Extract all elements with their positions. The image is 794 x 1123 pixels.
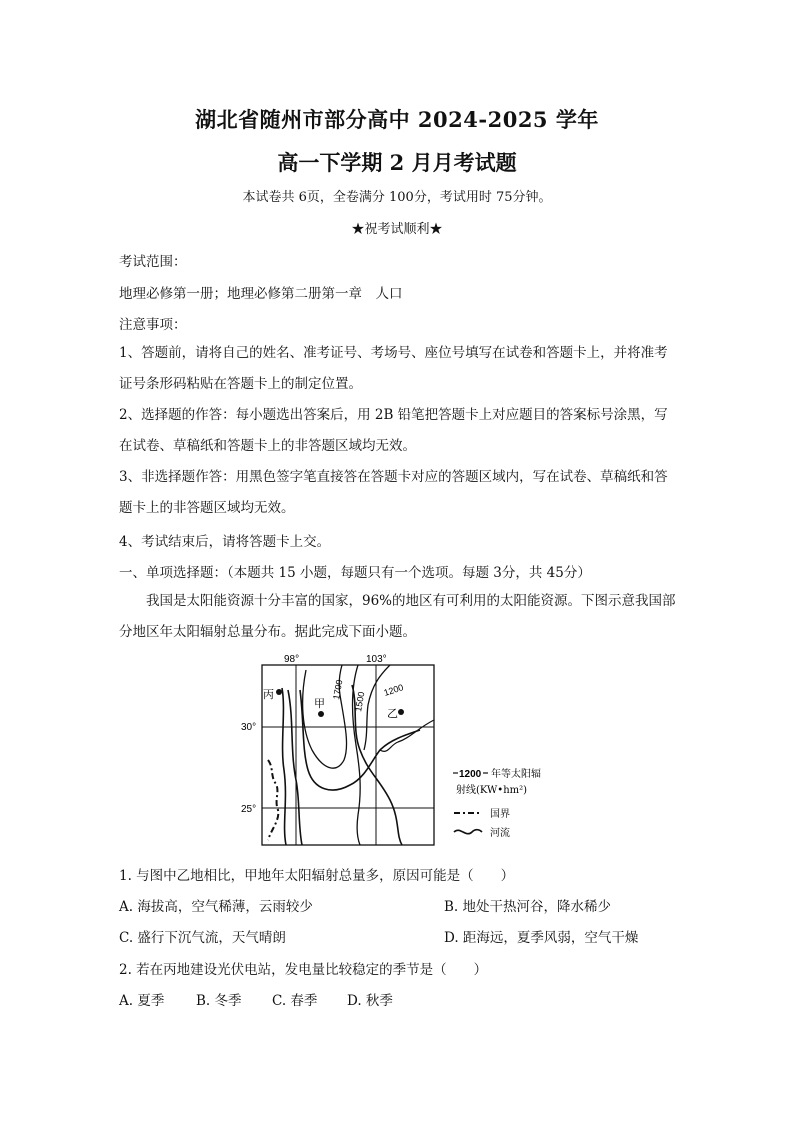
question-2-option-b[interactable]: B. 冬季 — [196, 993, 242, 1009]
place-yi-dot — [398, 709, 404, 715]
note-item-2: 2、选择题的作答：每小题选出答案后，用 2B 铅笔把答题卡上对应题目的答案标号涂黑，写在试卷、草稿纸和答题卡上的非答题区域均无效。 — [119, 407, 668, 454]
exam-wish: ★祝考试顺利★ — [351, 222, 443, 237]
section-intro: 我国是太阳能资源十分丰富的国家，96%的地区有可利用的太阳能资源。下图示意我国部分地区年太阳辐射总量分布。据此完成下面小题。 — [119, 593, 676, 640]
solar-radiation-map — [240, 650, 560, 850]
place-yi: 乙 — [387, 707, 398, 720]
question-1-stem: 1. 与图中乙地相比，甲地年太阳辐射总量多，原因可能是（ ） — [119, 868, 515, 884]
place-bing-dot — [276, 689, 282, 695]
legend-river-text: 河流 — [490, 828, 510, 839]
national-border — [268, 760, 278, 840]
question-1-option-b[interactable]: B. 地处干热河谷，降水稀少 — [444, 899, 612, 915]
contour-label-1500: 1500 — [353, 690, 367, 713]
place-bing: 丙 — [263, 688, 274, 701]
note-item-3: 3、非选择题作答：用黑色签字笔直接答在答题卡对应的答题区域内，写在试卷、草稿纸和答题卡上的非答题区域均无效。 — [119, 469, 668, 516]
question-1-option-a[interactable]: A. 海拔高，空气稀薄，云雨较少 — [119, 899, 313, 915]
exam-info: 本试卷共 6页，全卷满分 100分，考试用时 75分钟。 — [242, 190, 552, 205]
lon-label-103: 103° — [366, 654, 387, 665]
question-2-option-d[interactable]: D. 秋季 — [347, 993, 393, 1009]
question-1-option-d[interactable]: D. 距海远，夏季风弱，空气干燥 — [444, 930, 639, 946]
question-2-stem: 2. 若在丙地建设光伏电站，发电量比较稳定的季节是（ ） — [119, 962, 488, 978]
note-item-4: 4、考试结束后，请将答题卡上交。 — [119, 534, 331, 550]
lat-label-25: 25° — [241, 804, 257, 815]
place-jia-dot — [318, 711, 324, 717]
legend-contour-text-2: 射线(KW•hm²) — [456, 785, 528, 796]
exam-title-line1: 湖北省随州市部分高中 2024-2025 学年 — [195, 107, 599, 132]
section-heading: 一、单项选择题：（本题共 15 小题，每题只有一个选项。每题 3分，共 45分） — [119, 565, 591, 581]
notes-label: 注意事项： — [119, 317, 187, 333]
river-1 — [282, 688, 286, 845]
exam-title-line2: 高一下学期 2 月月考试题 — [277, 150, 517, 175]
lat-label-30: 30° — [241, 722, 257, 733]
river-2 — [288, 690, 302, 845]
legend-river-line — [454, 830, 482, 834]
contour-label-1200: 1200 — [382, 682, 405, 698]
scope-content: 地理必修第一册；地理必修第二册第一章 人口 — [119, 286, 403, 302]
legend-contour-sample: 1200 — [459, 769, 482, 780]
lon-label-98: 98° — [284, 654, 300, 665]
contour-label-1700: 1700 — [331, 678, 345, 701]
question-2-option-c[interactable]: C. 春季 — [272, 993, 318, 1009]
note-item-1: 1、答题前，请将自己的姓名、准考证号、考场号、座位号填写在试卷和答题卡上，并将准考证号条形码粘贴在答题卡上的制定位置。 — [119, 345, 668, 392]
legend-contour-text-1: 年等太阳辐 — [491, 769, 541, 780]
question-2-option-a[interactable]: A. 夏季 — [119, 993, 165, 1009]
question-1-option-c[interactable]: C. 盛行下沉气流，天气晴朗 — [119, 930, 286, 946]
river-5 — [380, 720, 434, 751]
place-jia: 甲 — [314, 697, 325, 710]
legend-border-text: 国界 — [490, 809, 510, 820]
scope-label: 考试范围： — [119, 254, 187, 270]
